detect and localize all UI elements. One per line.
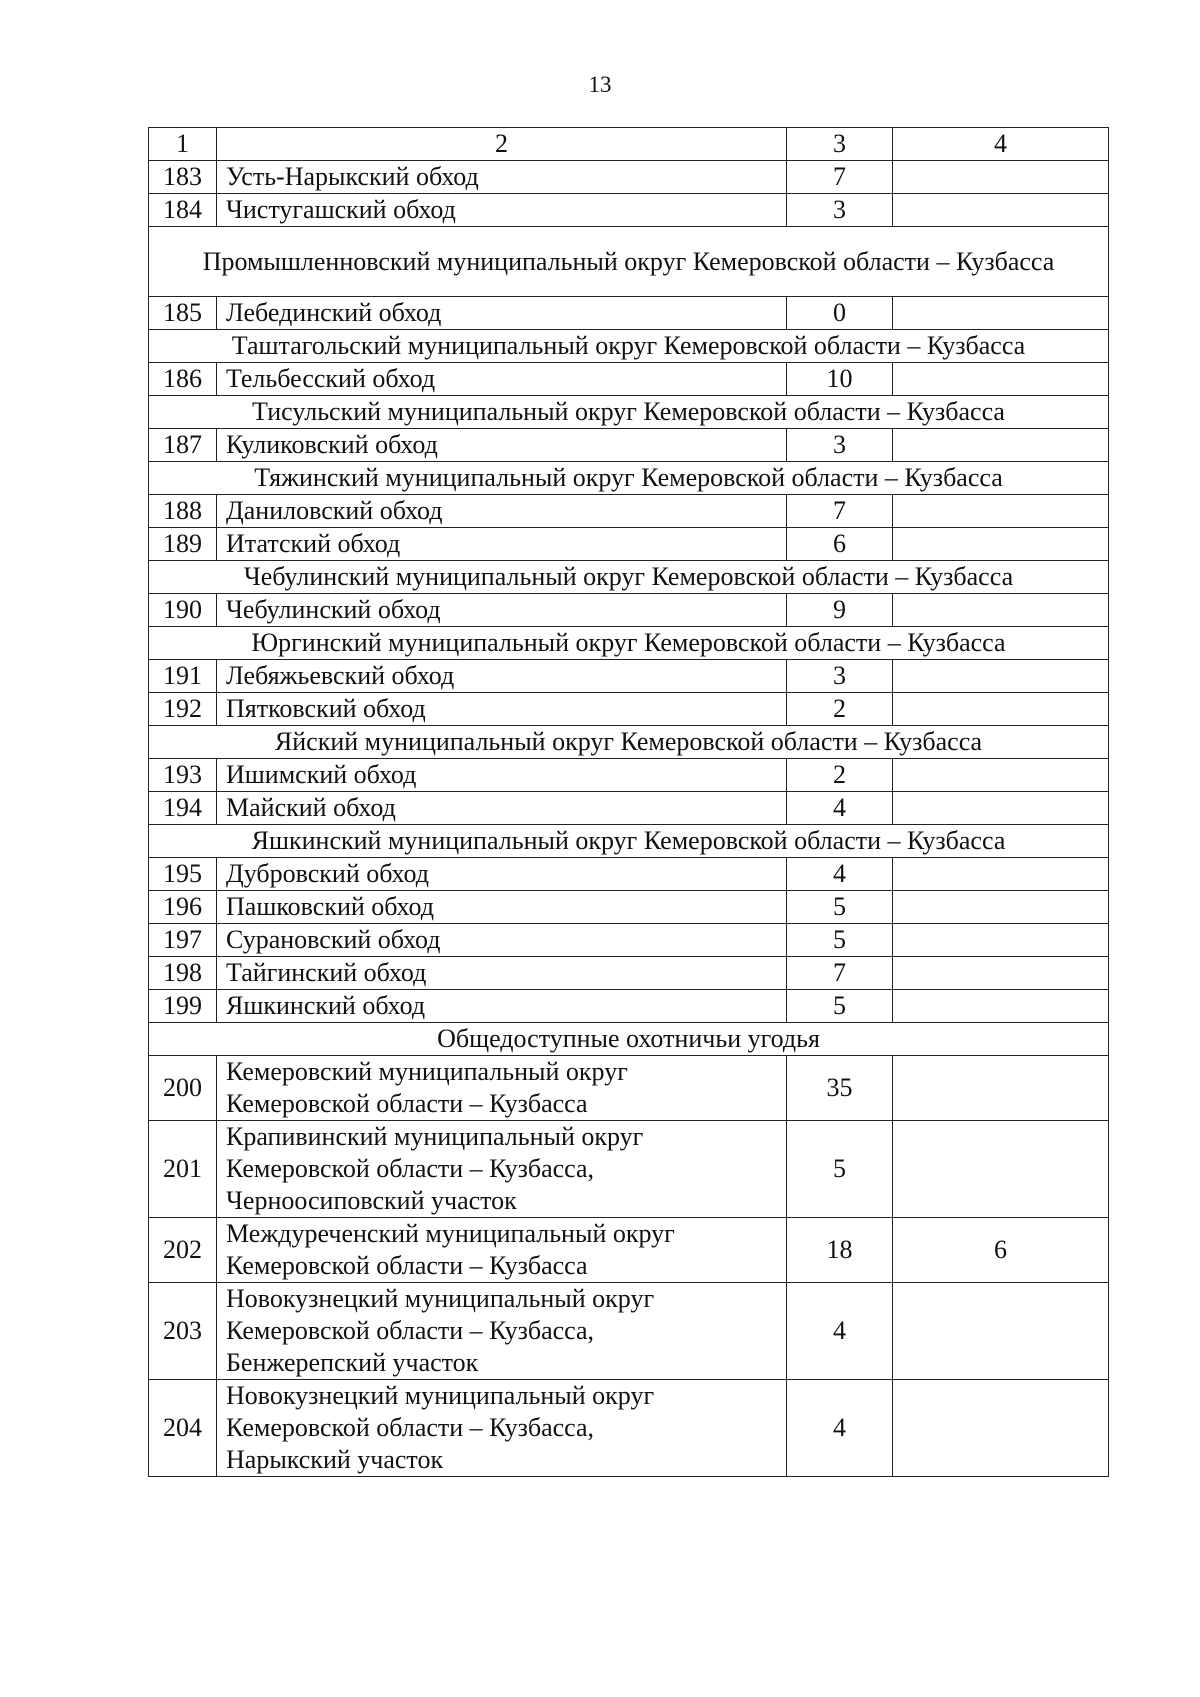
section-row <box>149 396 1109 429</box>
section-row <box>149 561 1109 594</box>
row-value: 5 <box>787 1121 893 1218</box>
section-title: Общедоступные охотничьи угодья <box>149 1023 1109 1056</box>
row-value: 9 <box>787 594 893 627</box>
row-number: 202 <box>149 1218 217 1283</box>
row-name-line: Нарыкский участок <box>226 1445 444 1474</box>
row-name: Майский обход <box>217 792 787 825</box>
table-row <box>149 594 1109 627</box>
row-number: 197 <box>149 924 217 957</box>
row-name <box>217 1380 787 1477</box>
row-extra <box>893 792 1109 825</box>
row-name-line: Новокузнецкий муниципальный округ <box>226 1381 655 1410</box>
table-row <box>149 660 1109 693</box>
table-row <box>149 759 1109 792</box>
header-row <box>149 128 1109 161</box>
row-extra <box>893 990 1109 1023</box>
row-value: 2 <box>787 693 893 726</box>
row-value: 10 <box>787 363 893 396</box>
row-name: Чебулинский обход <box>217 594 787 627</box>
row-number: 186 <box>149 363 217 396</box>
row-name: Яшкинский обход <box>217 990 787 1023</box>
row-number: 194 <box>149 792 217 825</box>
row-name: Лебяжьевский обход <box>217 660 787 693</box>
row-value: 7 <box>787 957 893 990</box>
row-name: Тайгинский обход <box>217 957 787 990</box>
row-number: 204 <box>149 1380 217 1477</box>
row-name: Сурановский обход <box>217 924 787 957</box>
row-number: 199 <box>149 990 217 1023</box>
row-number: 196 <box>149 891 217 924</box>
table-row <box>149 924 1109 957</box>
table-row <box>149 1380 1109 1477</box>
header-cell-4: 4 <box>893 128 1109 161</box>
row-extra: 6 <box>893 1218 1109 1283</box>
section-title: Тяжинский муниципальный округ Кемеровской области – Кузбасса <box>149 462 1109 495</box>
table-row <box>149 1283 1109 1380</box>
row-value: 4 <box>787 1380 893 1477</box>
row-name-line: Кемеровской области – Кузбасса, <box>226 1413 595 1442</box>
row-number: 192 <box>149 693 217 726</box>
row-value: 3 <box>787 660 893 693</box>
row-name: Лебединский обход <box>217 297 787 330</box>
row-value: 0 <box>787 297 893 330</box>
row-name-line: Крапивинский муниципальный округ <box>226 1122 644 1151</box>
row-extra <box>893 594 1109 627</box>
row-extra <box>893 858 1109 891</box>
row-name: Усть-Нарыкский обход <box>217 161 787 194</box>
row-number: 203 <box>149 1283 217 1380</box>
row-extra <box>893 194 1109 227</box>
row-name: Ишимский обход <box>217 759 787 792</box>
table-row <box>149 990 1109 1023</box>
table-row <box>149 161 1109 194</box>
table-row <box>149 528 1109 561</box>
row-extra <box>893 693 1109 726</box>
row-value: 5 <box>787 924 893 957</box>
row-number: 201 <box>149 1121 217 1218</box>
row-value: 4 <box>787 1283 893 1380</box>
row-name-line: Кемеровской области – Кузбасса, <box>226 1154 595 1183</box>
row-value: 3 <box>787 194 893 227</box>
row-extra <box>893 297 1109 330</box>
row-extra <box>893 1056 1109 1121</box>
row-name: Дубровский обход <box>217 858 787 891</box>
row-name: Чистугашский обход <box>217 194 787 227</box>
row-name-line: Кемеровской области – Кузбасса <box>226 1089 588 1118</box>
row-value: 3 <box>787 429 893 462</box>
row-number: 187 <box>149 429 217 462</box>
row-extra <box>893 924 1109 957</box>
row-extra <box>893 363 1109 396</box>
row-name-line: Кемеровской области – Кузбасса, <box>226 1316 595 1345</box>
section-title: Чебулинский муниципальный округ Кемеровской области – Кузбасса <box>149 561 1109 594</box>
row-value: 7 <box>787 161 893 194</box>
row-extra <box>893 660 1109 693</box>
row-name-line: Кемеровский муниципальный округ <box>226 1057 628 1086</box>
row-name <box>217 1121 787 1218</box>
section-title: Юргинский муниципальный округ Кемеровской области – Кузбасса <box>149 627 1109 660</box>
section-row <box>149 462 1109 495</box>
row-value: 18 <box>787 1218 893 1283</box>
section-row <box>149 1023 1109 1056</box>
row-name-line: Бенжерепский участок <box>226 1348 479 1377</box>
row-value: 4 <box>787 792 893 825</box>
header-cell-1: 1 <box>149 128 217 161</box>
row-name-line: Черноосиповский участок <box>226 1186 517 1215</box>
row-value: 5 <box>787 990 893 1023</box>
row-number: 183 <box>149 161 217 194</box>
table-body <box>149 128 1109 1477</box>
row-number: 193 <box>149 759 217 792</box>
row-number: 185 <box>149 297 217 330</box>
hunting-grounds-table <box>148 127 1109 1477</box>
row-name-line: Кемеровской области – Кузбасса <box>226 1251 588 1280</box>
table-row <box>149 495 1109 528</box>
row-extra <box>893 1380 1109 1477</box>
section-row <box>149 726 1109 759</box>
row-value: 7 <box>787 495 893 528</box>
section-title: Яйский муниципальный округ Кемеровской области – Кузбасса <box>149 726 1109 759</box>
row-number: 191 <box>149 660 217 693</box>
row-name: Даниловский обход <box>217 495 787 528</box>
row-extra <box>893 1121 1109 1218</box>
row-extra <box>893 1283 1109 1380</box>
row-name <box>217 1218 787 1283</box>
row-name-line: Новокузнецкий муниципальный округ <box>226 1284 655 1313</box>
row-number: 200 <box>149 1056 217 1121</box>
row-name: Куликовский обход <box>217 429 787 462</box>
page-number: 13 <box>588 72 612 97</box>
table-row <box>149 891 1109 924</box>
row-name: Тельбесский обход <box>217 363 787 396</box>
row-number: 195 <box>149 858 217 891</box>
table-row <box>149 957 1109 990</box>
table-row <box>149 858 1109 891</box>
section-row <box>149 825 1109 858</box>
row-value: 6 <box>787 528 893 561</box>
table-row <box>149 792 1109 825</box>
section-title: Яшкинский муниципальный округ Кемеровской области – Кузбасса <box>149 825 1109 858</box>
row-value: 4 <box>787 858 893 891</box>
table-row <box>149 1218 1109 1283</box>
row-number: 184 <box>149 194 217 227</box>
section-title: Таштагольский муниципальный округ Кемеровской области – Кузбасса <box>149 330 1109 363</box>
row-extra <box>893 759 1109 792</box>
row-name-line: Междуреченский муниципальный округ <box>226 1219 675 1248</box>
row-number: 198 <box>149 957 217 990</box>
table-row <box>149 194 1109 227</box>
section-row <box>149 627 1109 660</box>
row-value: 2 <box>787 759 893 792</box>
section-row <box>149 330 1109 363</box>
row-name: Пашковский обход <box>217 891 787 924</box>
header-cell-2: 2 <box>217 128 787 161</box>
table-row <box>149 1121 1109 1218</box>
row-name: Итатский обход <box>217 528 787 561</box>
row-value: 35 <box>787 1056 893 1121</box>
table-row <box>149 363 1109 396</box>
section-title: Промышленновский муниципальный округ Кемеровской области – Кузбасса <box>149 227 1109 297</box>
row-name: Пятковский обход <box>217 693 787 726</box>
header-cell-3: 3 <box>787 128 893 161</box>
row-number: 188 <box>149 495 217 528</box>
table-row <box>149 1056 1109 1121</box>
row-name <box>217 1283 787 1380</box>
table-row <box>149 693 1109 726</box>
row-number: 189 <box>149 528 217 561</box>
row-extra <box>893 891 1109 924</box>
table-row <box>149 429 1109 462</box>
row-extra <box>893 495 1109 528</box>
section-row <box>149 227 1109 297</box>
row-number: 190 <box>149 594 217 627</box>
row-value: 5 <box>787 891 893 924</box>
table-row <box>149 297 1109 330</box>
row-extra <box>893 528 1109 561</box>
row-extra <box>893 957 1109 990</box>
section-title: Тисульский муниципальный округ Кемеровской области – Кузбасса <box>149 396 1109 429</box>
row-name <box>217 1056 787 1121</box>
row-extra <box>893 161 1109 194</box>
row-extra <box>893 429 1109 462</box>
